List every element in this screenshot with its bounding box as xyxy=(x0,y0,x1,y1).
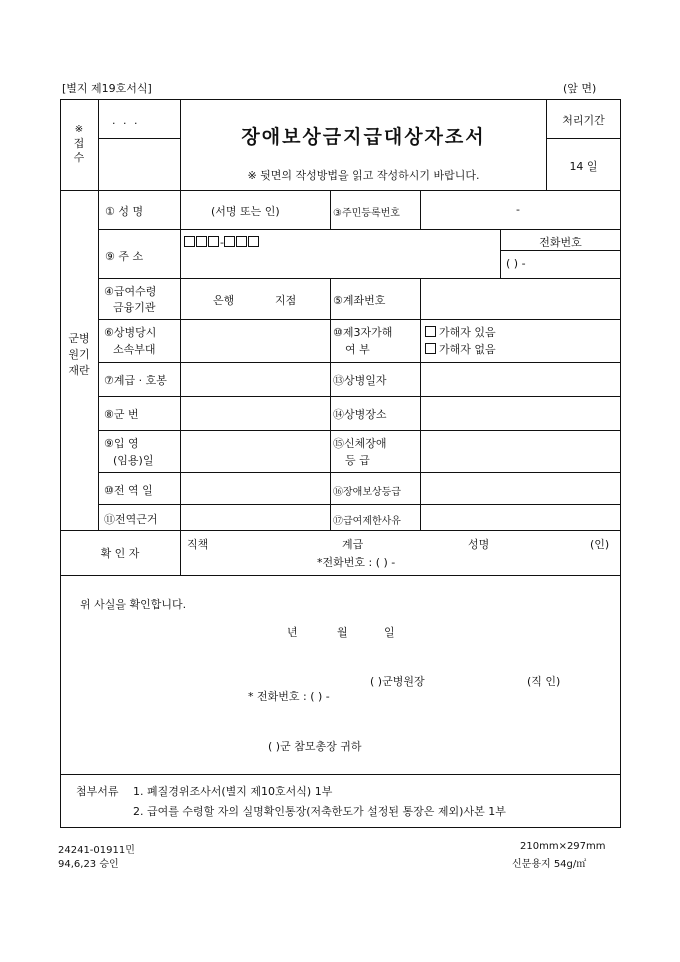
perpetrator-yes-checkbox[interactable] xyxy=(425,326,436,337)
confirmer-position: 직책 xyxy=(187,538,209,551)
receipt-mark: ※ xyxy=(74,124,84,135)
footer-size: 210mm×297mm xyxy=(520,841,606,852)
compensation-grade-label: ⑯장애보상등급 xyxy=(333,487,401,498)
benefit-limit-label: ⑰급여제한사유 xyxy=(333,516,401,527)
discharge-reason-label: ⑪전역근거 xyxy=(104,513,158,526)
side-label-line-2: 원기 xyxy=(68,348,90,361)
rank-label: ⑦계급 · 호봉 xyxy=(104,374,167,387)
disability-label-2: 등 급 xyxy=(345,454,370,467)
bank-label-1: ④급여수령 xyxy=(104,285,157,298)
receipt-char-1: 접 xyxy=(73,137,85,150)
perpetrator-no-checkbox[interactable] xyxy=(425,343,436,354)
confirm-day: 일 xyxy=(384,626,395,639)
receipt-char-2: 수 xyxy=(73,151,85,164)
bank-name[interactable]: 은행 xyxy=(213,294,235,307)
confirmer-grade: 계급 xyxy=(342,538,364,551)
attachment-item-2: 2. 급여를 수령할 자의 실명확인통장(저축한도가 설정된 통장은 제외)사본 1부 xyxy=(133,805,506,818)
form-title: 장애보상금지급대상자조서 xyxy=(241,126,486,148)
footer-paper: 신문용지 54g/㎡ xyxy=(512,859,587,870)
phone-value[interactable]: ( ) - xyxy=(506,257,526,270)
page-side: (앞 면) xyxy=(563,82,597,95)
perpetrator-yes-option[interactable] xyxy=(425,324,496,340)
side-label-line-3: 재란 xyxy=(68,364,90,377)
perpetrator-no-option[interactable] xyxy=(425,341,496,357)
perpetrator-no-text: 가해자 없음 xyxy=(439,343,496,356)
disability-label-1: ⑮신체장애 xyxy=(333,437,387,450)
rrn-label: ③주민등록번호 xyxy=(333,208,400,219)
third-party-label-2: 여 부 xyxy=(345,343,370,356)
processing-period-value: 14 일 xyxy=(569,160,598,173)
unit-label-1: ⑥상병당시 xyxy=(104,326,157,339)
unit-label-2: 소속부대 xyxy=(113,343,156,356)
confirm-month: 월 xyxy=(337,626,348,639)
addressee: ( )군 참모총장 귀하 xyxy=(268,740,362,753)
bank-label-2: 금융기관 xyxy=(113,301,156,314)
official-seal: (직 인) xyxy=(527,675,561,688)
side-label-line-1: 군병 xyxy=(68,332,90,345)
injury-date-label: ⑬상병일자 xyxy=(333,374,387,387)
enlist-label-2: (임용)일 xyxy=(113,454,154,467)
attachment-item-1: 1. 폐질경위조사서(별지 제10호서식) 1부 xyxy=(133,785,333,798)
confirmer-seal: (인) xyxy=(590,538,610,551)
rrn-value[interactable]: - xyxy=(516,203,520,216)
confirmer-label: 확 인 자 xyxy=(100,547,140,560)
enlist-label-1: ⑨입 영 xyxy=(104,437,139,450)
perpetrator-yes-text: 가해자 있음 xyxy=(439,326,496,339)
receipt-label xyxy=(60,123,98,165)
confirmer-name: 성명 xyxy=(468,538,490,551)
form-number: [별지 제19호서식] xyxy=(62,82,152,95)
address-label: ⑨ 주 소 xyxy=(105,250,144,263)
name-value[interactable]: (서명 또는 인) xyxy=(211,205,280,218)
processing-period-label: 처리기간 xyxy=(562,114,605,127)
confirm-year: 년 xyxy=(287,626,298,639)
discharge-date-label: ⑩전 역 일 xyxy=(104,484,153,497)
account-label: ⑤계좌번호 xyxy=(333,294,386,307)
footer-approval: 94,6,23 승인 xyxy=(58,859,119,870)
side-label xyxy=(60,331,98,379)
name-label: ① 성 명 xyxy=(105,205,144,218)
injury-place-label: ⑭상병장소 xyxy=(333,408,387,421)
notice: ※ 뒷면의 작성방법을 읽고 작성하시기 바랍니다. xyxy=(247,169,480,182)
bank-branch[interactable]: 지점 xyxy=(275,294,297,307)
confirm-statement: 위 사실을 확인합니다. xyxy=(80,598,187,611)
receipt-date-dots: · · · xyxy=(112,117,140,130)
postal-code-boxes[interactable]: - xyxy=(184,236,260,249)
footer-code: 24241-01911민 xyxy=(58,845,135,856)
service-number-label: ⑧군 번 xyxy=(104,408,139,421)
confirmer-phone[interactable]: *전화번호 : ( ) - xyxy=(317,556,396,569)
third-party-label-1: ⑩제3자가해 xyxy=(333,326,393,339)
attachments-label: 첨부서류 xyxy=(76,785,119,798)
commander-phone[interactable]: * 전화번호 : ( ) - xyxy=(248,690,330,703)
phone-label: 전화번호 xyxy=(539,236,582,249)
hospital-commander: ( )군병원장 xyxy=(370,675,425,688)
